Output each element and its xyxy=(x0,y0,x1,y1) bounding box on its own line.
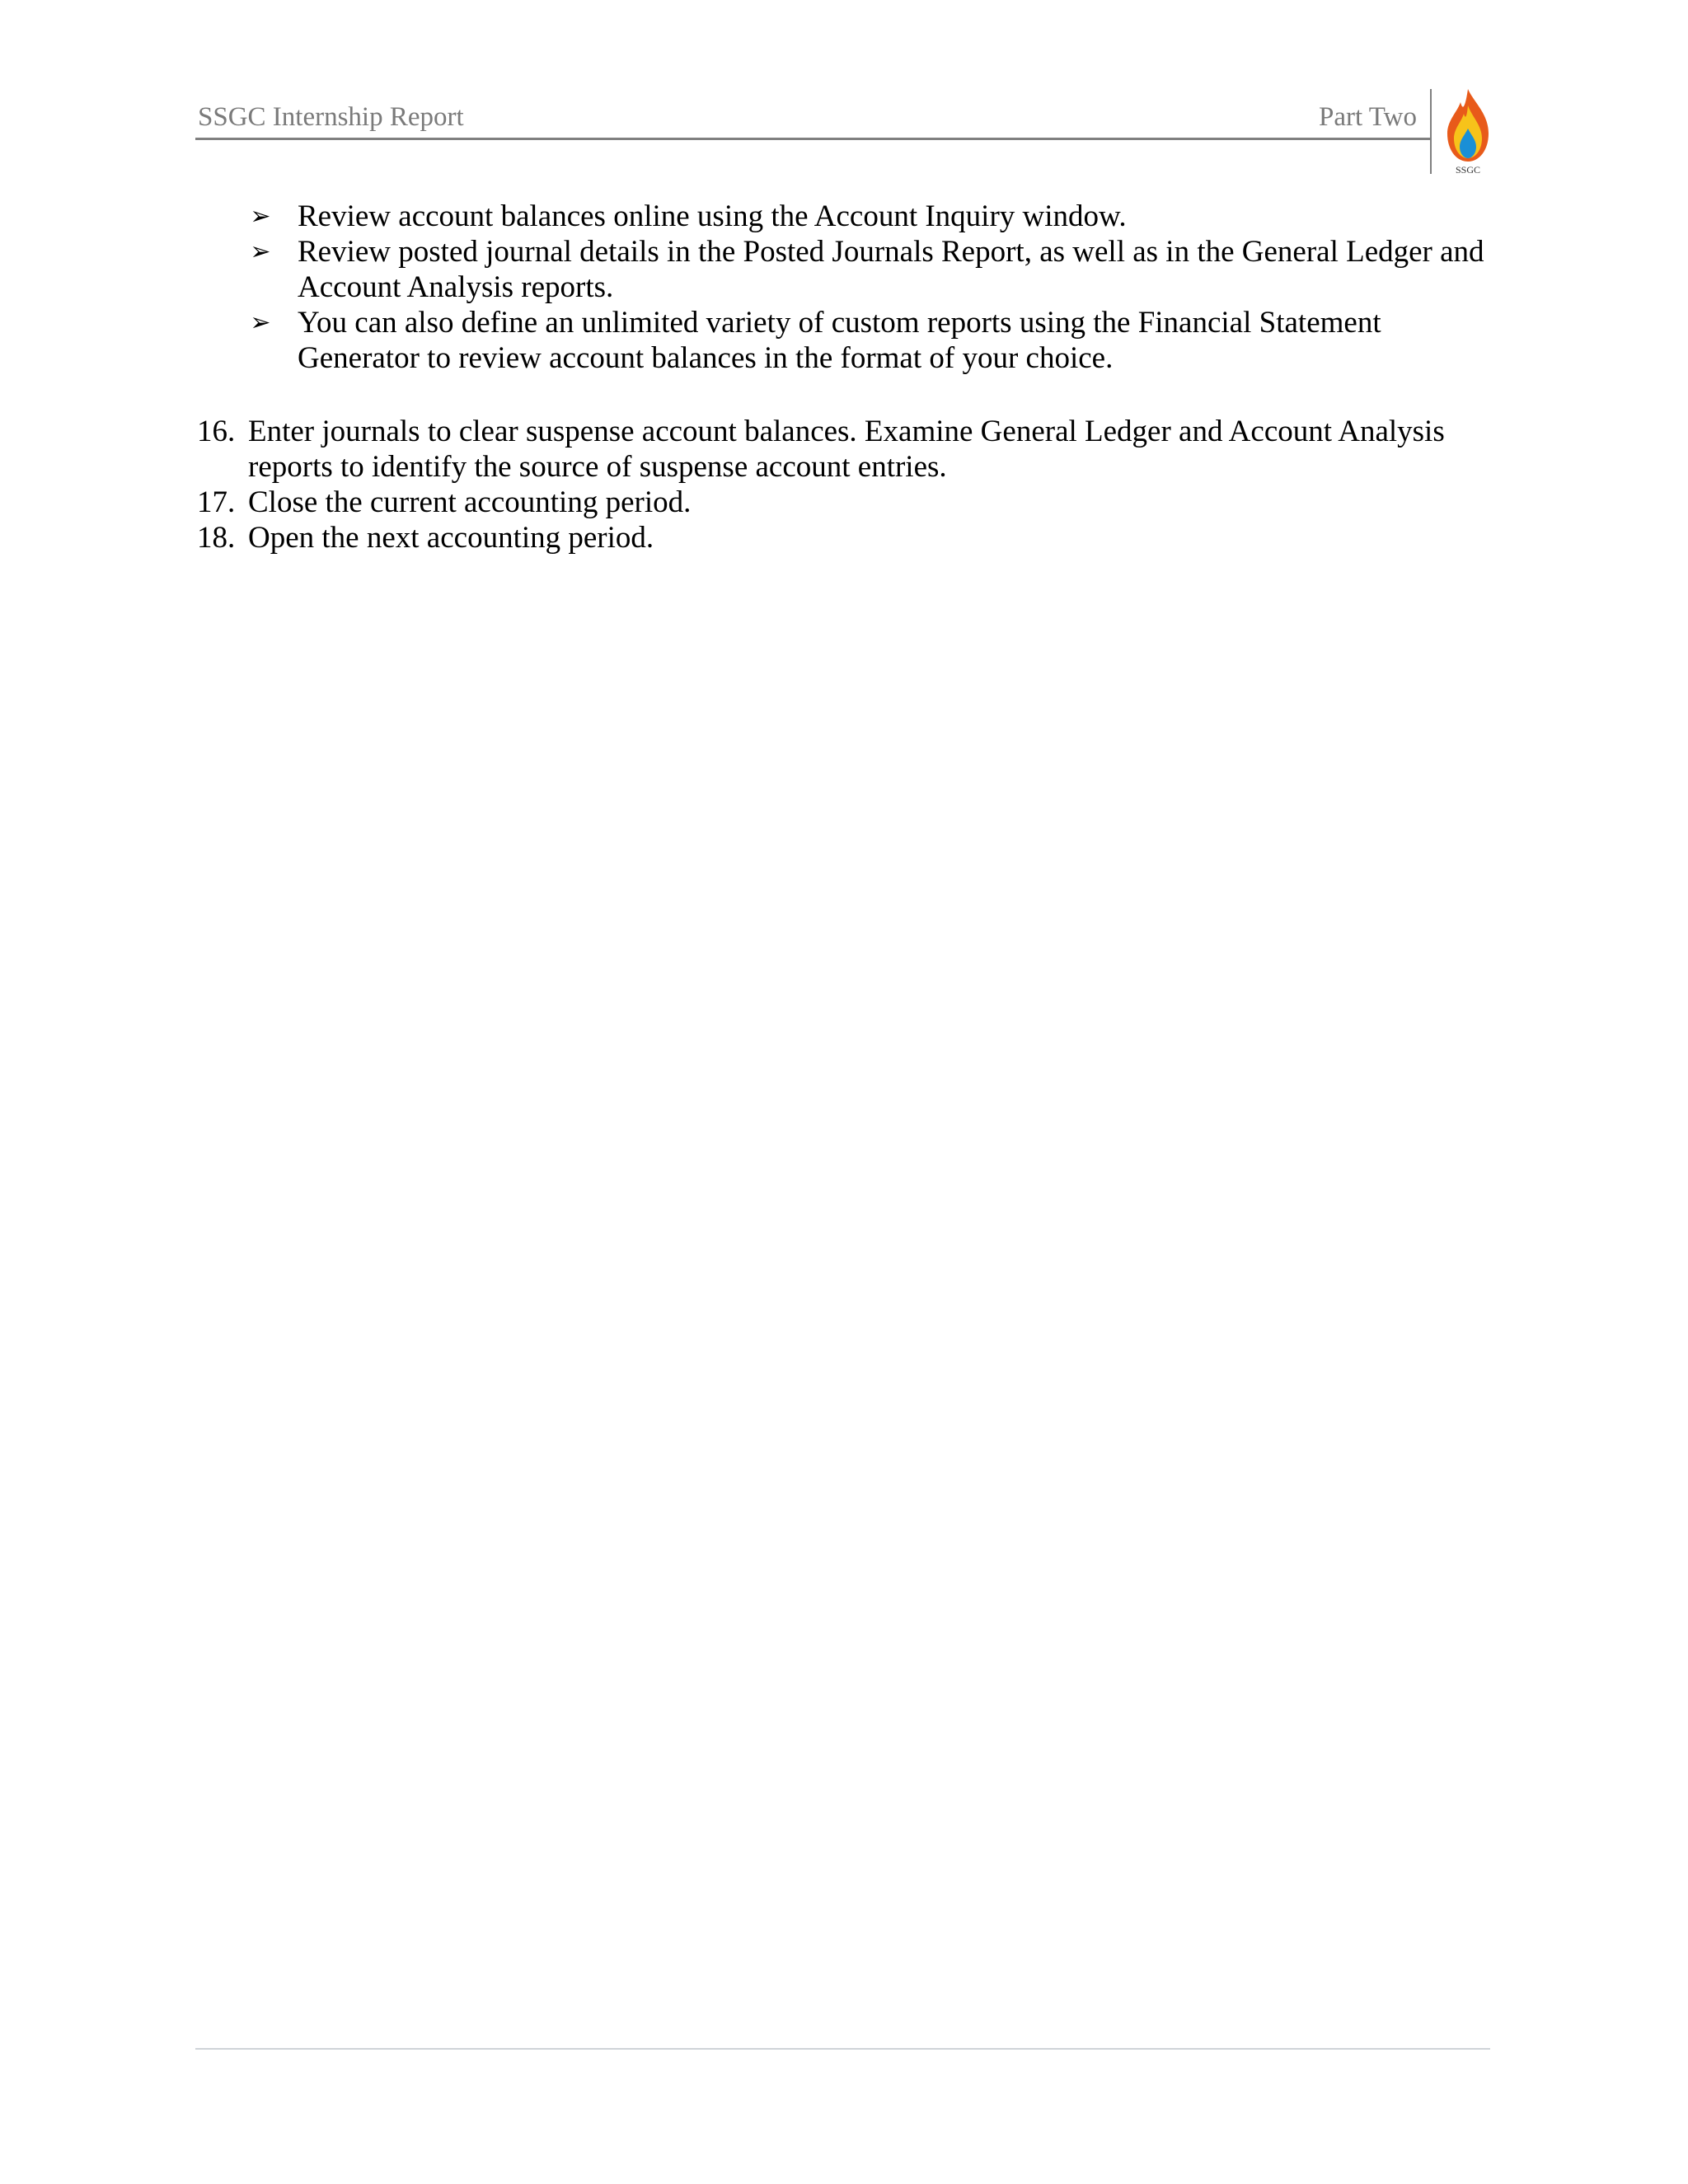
step-text: Open the next accounting period. xyxy=(248,521,654,555)
step-text: Close the current accounting period. xyxy=(248,485,692,519)
bullet-text: Review posted journal details in the Posted Journals Report, as well as in the General Ledger and Account Analysis reports. xyxy=(298,235,1484,304)
arrow-bullet-icon: ➢ xyxy=(250,237,271,266)
numbered-step xyxy=(197,414,1476,485)
arrow-bullet-icon: ➢ xyxy=(250,202,271,231)
header-vertical-rule xyxy=(1430,89,1432,174)
arrow-bullet-icon: ➢ xyxy=(250,308,271,337)
header-report-title: SSGC Internship Report xyxy=(198,102,464,132)
bullet-text: Review account balances online using the Account Inquiry window. xyxy=(298,199,1127,233)
bullet-text: You can also define an unlimited variety of custom reports using the Financial Statement Generator to review account balances in the format of your choice. xyxy=(298,306,1381,375)
header-part-label: Part Two xyxy=(1319,102,1417,132)
bullet-item xyxy=(250,199,1493,234)
numbered-step xyxy=(197,520,1476,555)
ssgc-flame-logo xyxy=(1441,87,1495,176)
footer-rule xyxy=(195,2048,1490,2050)
numbered-step xyxy=(197,485,1476,520)
logo-text: SSGC xyxy=(1455,164,1481,176)
page-header xyxy=(195,97,1431,140)
bullet-item xyxy=(250,305,1493,376)
header-rule xyxy=(195,138,1431,140)
step-number: 16. xyxy=(197,415,236,448)
step-number: 18. xyxy=(197,521,236,555)
step-number: 17. xyxy=(197,485,236,519)
flame-icon xyxy=(1441,87,1495,176)
bullet-item xyxy=(250,234,1493,305)
step-text: Enter journals to clear suspense account balances. Examine General Ledger and Account Analysis reports to identify the source of suspense account entries. xyxy=(248,415,1445,484)
